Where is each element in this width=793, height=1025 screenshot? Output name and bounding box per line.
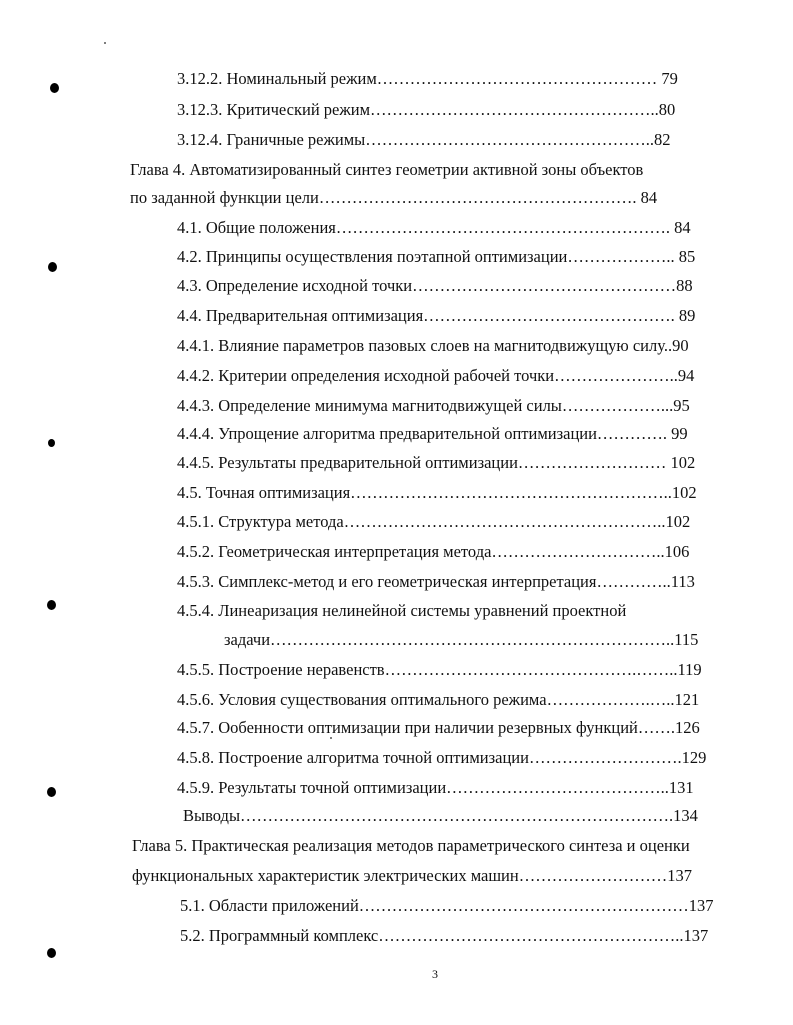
toc-line: 4.5.3. Симплекс-метод и его геометрическая интерпретация…………..113 bbox=[177, 572, 695, 591]
toc-line: Глава 4. Автоматизированный синтез геометрии активной зоны объектов bbox=[130, 160, 644, 179]
toc-line: Глава 5. Практическая реализация методов параметрического синтеза и оценки bbox=[132, 836, 690, 855]
binding-hole-mark bbox=[48, 262, 57, 272]
toc-line: 3.12.4. Граничные режимы……………………………………………..82 bbox=[177, 130, 671, 149]
toc-line: по заданной функции цели…………………………………………………. 84 bbox=[130, 188, 658, 207]
toc-line: 4.4.5. Результаты предварительной оптимизации……………………… 102 bbox=[177, 453, 696, 472]
toc-line: функциональных характеристик электрических машин………………………137 bbox=[132, 866, 692, 885]
toc-line: 4.4. Предварительная оптимизация………………………………………. 89 bbox=[177, 306, 696, 325]
toc-line: 4.3. Определение исходной точки…………………………………………88 bbox=[177, 276, 693, 295]
toc-line: 4.5. Точная оптимизация…………………………………………………..102 bbox=[177, 483, 697, 502]
toc-line: 5.1. Области приложений……………………………………………………137 bbox=[180, 896, 714, 915]
scan-speck bbox=[104, 42, 106, 44]
toc-line: 5.2. Программный комплекс………………………………………………..137 bbox=[180, 926, 709, 945]
scan-speck bbox=[330, 737, 332, 739]
toc-line: 4.2. Принципы осуществления поэтапной оптимизации……………….. 85 bbox=[177, 247, 696, 266]
toc-line: 4.5.5. Построение неравенств……………………………………….……..119 bbox=[177, 660, 702, 679]
toc-line: 4.1. Общие положения……………………………………………………. 84 bbox=[177, 218, 691, 237]
toc-line: 4.5.9. Результаты точной оптимизации…………………………………..131 bbox=[177, 778, 694, 797]
binding-hole-mark bbox=[50, 83, 59, 93]
toc-line: 4.5.7. Ообенности оптимизации при наличии резервных функций…….126 bbox=[177, 718, 700, 737]
toc-line: 4.5.2. Геометрическая интерпретация метода…………………………..106 bbox=[177, 542, 690, 561]
binding-hole-mark bbox=[47, 787, 56, 797]
toc-line: 3.12.2. Номинальный режим…………………………………………… 79 bbox=[177, 69, 678, 88]
toc-line: 4.4.2. Критерии определения исходной рабочей точки…………………..94 bbox=[177, 366, 695, 385]
page-number: 3 bbox=[432, 967, 438, 981]
binding-hole-mark bbox=[47, 948, 56, 958]
toc-line: Выводы…………………………………………………………………….134 bbox=[183, 806, 698, 825]
toc-line: 4.4.4. Упрощение алгоритма предварительной оптимизации…………. 99 bbox=[177, 424, 688, 443]
toc-line: 4.4.3. Определение минимума магнитодвижущей силы………………...95 bbox=[177, 396, 690, 415]
binding-hole-mark bbox=[48, 439, 55, 447]
toc-line: 4.5.8. Построение алгоритма точной оптимизации……………………….129 bbox=[177, 748, 707, 767]
toc-line: 4.4.1. Влияние параметров пазовых слоев на магнитодвижущую силу..90 bbox=[177, 336, 689, 355]
toc-line: 4.5.6. Условия существования оптимального режима……………….…..121 bbox=[177, 690, 700, 709]
toc-line: 3.12.3. Критический режим……………………………………………..80 bbox=[177, 100, 676, 119]
toc-line: задачи………………………………………………………………..115 bbox=[224, 630, 699, 649]
toc-line: 4.5.4. Линеаризация нелинейной системы уравнений проектной bbox=[177, 601, 627, 620]
binding-hole-mark bbox=[47, 600, 56, 610]
toc-line: 4.5.1. Структура метода…………………………………………………..102 bbox=[177, 512, 691, 531]
